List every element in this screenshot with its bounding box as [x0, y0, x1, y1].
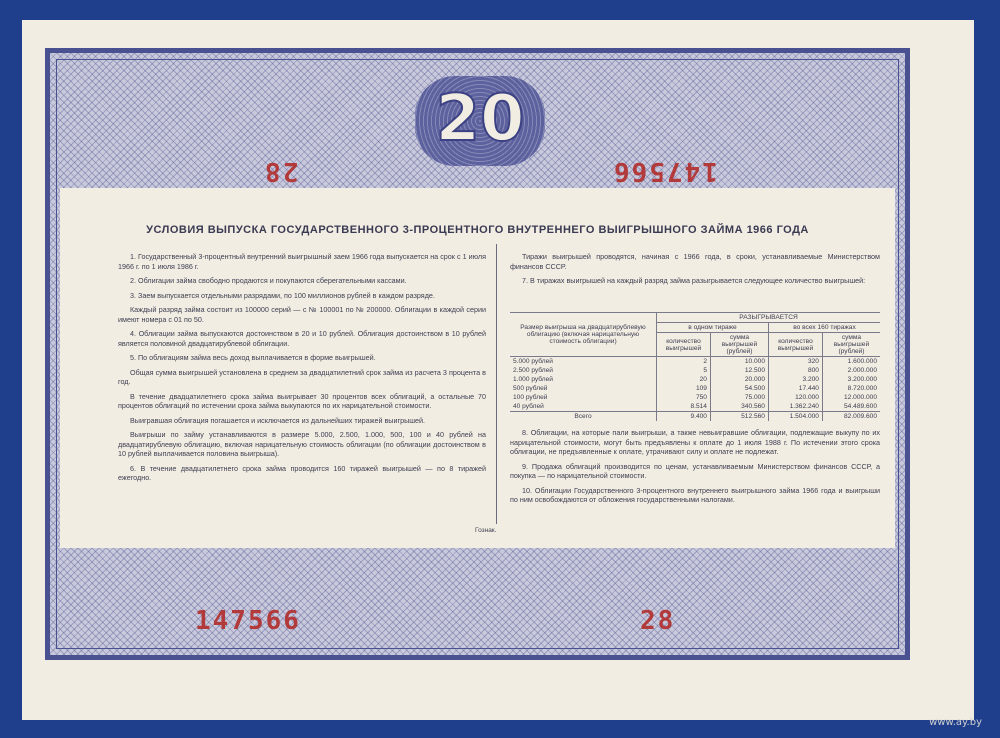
printer-mark: Гознак.	[475, 527, 497, 534]
column-divider	[496, 244, 497, 524]
series-number-bottom: 28	[640, 606, 676, 636]
clause: 6. В течение двадцатилетнего срока займа проводится 160 тиражей выигрышей — по 8 тиражей ежегодно.	[118, 463, 486, 482]
clause: 10. Облигации Государственного 3-процентного внутреннего выигрышного займа 1966 года и выигрыши по ним освобождаются от обложения государственными налогами.	[510, 485, 880, 504]
table-row: 500 рублей 109 54.500 17.440 8.720.000	[510, 384, 880, 393]
clause: 2. Облигации займа свободно продаются и покупаются сберегательными кассами.	[130, 276, 407, 285]
table-row: 1.000 рублей 20 20.000 3.200 3.200.000	[510, 375, 880, 384]
qty-header: количество выигрышей	[768, 333, 822, 357]
prize-size-header: Размер выигрыша на двадцатирублевую облигацию (включая нарицательную стоимость облигации)	[510, 313, 657, 357]
serial-number-top: 147566	[612, 156, 718, 186]
table-row: 40 рублей 8.514 340.560 1.362.240 54.489.600	[510, 402, 880, 412]
sum-header: сумма выигрышей (рублей)	[710, 333, 768, 357]
right-column-bottom	[510, 428, 880, 510]
site-watermark: www.ay.by	[929, 717, 982, 728]
table-row: 5.000 рублей 2 10.000 320 1.600.000	[510, 357, 880, 367]
clause: 3. Заем выпускается отдельными разрядами, по 100 миллионов рублей в каждом разряде.	[130, 290, 435, 300]
clause: В течение двадцатилетнего срока займа выигрывает 30 процентов всех облигаций, а остальные 70 процентов облигаций по истечении срока займа выкупаются по их нарицательной стоимости.	[118, 391, 486, 410]
right-column-top	[510, 252, 880, 291]
table-row: 100 рублей 750 75.000 120.000 12.000.000	[510, 393, 880, 402]
clause: 8. Облигации, на которые пали выигрыши, а также невыигравшие облигации, подлежащие выкупу по их нарицательной стоимости, могут быть предъявлены к оплате до 1 июля 1988 г. По истечении этого срока облигации, не предъявленные к оплате, утрачивают силу и оплате не подлежат.	[510, 428, 880, 456]
table-row: 2.500 рублей 5 12.500 800 2.000.000	[510, 366, 880, 375]
one-draw-header: в одном тираже	[657, 323, 769, 333]
clause: 4. Облигации займа выпускаются достоинством в 20 и 10 рублей. Облигация достоинством в 10 рублей является половиной двадцатирублевой облигации.	[118, 329, 486, 348]
prize-table	[510, 312, 880, 421]
table-total-row: Всего 9.400 512.560 1.504.000 82.009.600	[510, 412, 880, 422]
clause: Общая сумма выигрышей установлена в среднем за двадцатилетний срок займа из расчета 3 процента в год.	[118, 367, 486, 386]
series-number-top: 28	[263, 156, 299, 186]
clause: Выигрыши по займу устанавливаются в размере 5.000, 2.500, 1.000, 500, 100 и 40 рублей на двадцатирублевую облигацию, включая нарицательную стоимость облигации (по облигации достоинством в 10 рублей выплачивается половина выигрыша).	[118, 430, 486, 458]
conditions-title: УСЛОВИЯ ВЫПУСКА ГОСУДАРСТВЕННОГО 3-ПРОЦЕНТНОГО ВНУТРЕННЕГО ВЫИГРЫШНОГО ЗАЙМА 1966 ГОДА	[146, 224, 809, 236]
clause: 9. Продажа облигаций производится по ценам, устанавливаемым Министерством финансов СССР, а покупка — по нарицательной стоимости.	[510, 461, 880, 480]
all-draws-header: во всех 160 тиражах	[768, 323, 880, 333]
clause: Выигравшая облигация погашается и исключается из дальнейших тиражей выигрышей.	[130, 415, 426, 425]
qty-header: количество выигрышей	[657, 333, 711, 357]
clause: Каждый разряд займа состоит из 100000 серий — с № 100001 по № 200000. Облигации в каждой серии имеют номера с 01 по 50.	[118, 305, 486, 324]
clause: 5. По облигациям займа весь доход выплачивается в форме выигрышей.	[130, 353, 376, 362]
denomination-medallion	[415, 76, 545, 166]
left-column	[118, 252, 486, 488]
clause: 7. В тиражах выигрышей на каждый разряд займа разыгрывается следующее количество выигрышей:	[522, 276, 866, 285]
sum-header: сумма выигрышей (рублей)	[822, 333, 880, 357]
clause: Тиражи выигрышей проводятся, начиная с 1966 года, в сроки, устанавливаемые Министерством финансов СССР.	[510, 252, 880, 271]
denomination-value: 20	[435, 82, 525, 156]
clause: 1. Государственный 3-процентный внутренний выигрышный заем 1966 года выпускается на срок с 1 июля 1966 г. по 1 июля 1986 г.	[118, 252, 486, 271]
serial-number-bottom: 147566	[195, 606, 301, 636]
draw-group-header: РАЗЫГРЫВАЕТСЯ	[657, 313, 881, 323]
